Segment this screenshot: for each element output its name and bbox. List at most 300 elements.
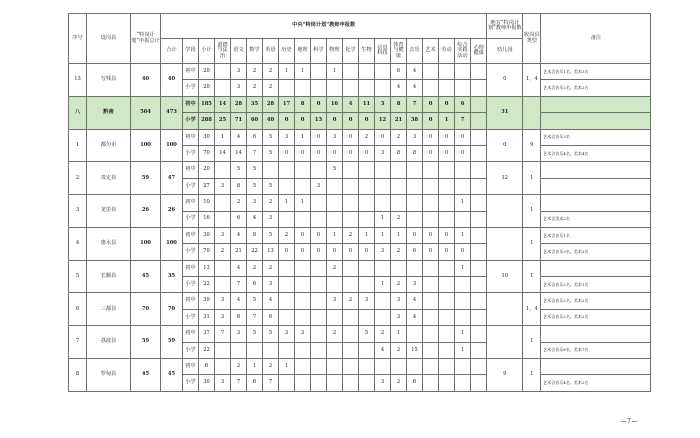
row-subject-count	[359, 64, 375, 80]
header-kindergarten: 幼儿园	[487, 39, 523, 64]
row-stage: 初中	[183, 293, 199, 309]
row-subject-count	[359, 375, 375, 391]
row-subject-count: 1	[455, 342, 471, 358]
row-county: 三都县	[87, 293, 131, 326]
row-subject-count	[375, 195, 391, 211]
row-subtotal: 20	[199, 162, 215, 178]
header-subject: 心理健康	[471, 39, 487, 64]
row-kindergarten: 0	[487, 129, 523, 162]
row-subject-count	[407, 195, 423, 211]
row-subject-count	[311, 211, 327, 227]
row-subject-count	[439, 293, 455, 309]
row-subject-count	[471, 309, 487, 325]
row-subject-count	[471, 80, 487, 96]
row-remark	[541, 195, 651, 211]
row-subject-count	[407, 178, 423, 194]
row-subject-count: 3	[375, 375, 391, 391]
header-subtotal: 小计	[199, 39, 215, 64]
row-subject-count: 0	[327, 113, 343, 129]
row-subject-count: 0	[279, 113, 295, 129]
header-central-title: 中央“特岗计划”教师申报数	[161, 14, 487, 39]
row-county-type	[523, 96, 541, 129]
row-stage: 小学	[183, 375, 199, 391]
row-subtotal: 22	[199, 342, 215, 358]
row-subject-count: 1	[327, 64, 343, 80]
row-subject-count: 0	[439, 129, 455, 145]
row-subject-count	[359, 260, 375, 276]
header-subject: 地理	[295, 39, 311, 64]
row-subject-count	[471, 64, 487, 80]
row-county-type: 1、4	[523, 64, 541, 97]
row-subject-count	[471, 326, 487, 342]
row-subtotal: 16	[199, 211, 215, 227]
row-subject-count	[327, 359, 343, 375]
row-subject-count: 1	[247, 359, 263, 375]
row-subject-count	[471, 96, 487, 112]
row-subject-count	[343, 80, 359, 96]
row-subject-count: 3	[375, 145, 391, 161]
row-subject-count: 1	[295, 64, 311, 80]
row-subject-count: 2	[343, 293, 359, 309]
row-county-type: 1	[523, 326, 541, 359]
row-subject-count: 5	[359, 326, 375, 342]
row-subject-count	[311, 342, 327, 358]
row-subject-count	[471, 129, 487, 145]
row-subject-count: 7	[455, 113, 471, 129]
row-subject-count	[359, 195, 375, 211]
row-kindergarten	[487, 326, 523, 359]
table-row	[69, 162, 651, 178]
row-remark: 艺术含音乐3名	[541, 129, 651, 145]
row-subject-count	[295, 293, 311, 309]
row-subject-count: 0	[359, 113, 375, 129]
row-subject-count: 6	[247, 375, 263, 391]
header-subject: 艺术	[423, 39, 439, 64]
row-remark: 艺术含音乐3名、美术3名	[541, 244, 651, 260]
row-subject-count	[455, 80, 471, 96]
row-subject-count: 3	[391, 293, 407, 309]
row-special-total: 70	[131, 293, 161, 326]
row-special-total: 59	[131, 162, 161, 195]
row-kindergarten	[487, 195, 523, 228]
row-subject-count	[311, 260, 327, 276]
row-subject-count: 2	[247, 260, 263, 276]
row-subject-count	[343, 277, 359, 293]
row-subject-count: 1	[455, 227, 471, 243]
row-subject-count: 7	[231, 375, 247, 391]
row-remark: 艺术含音乐2名、美术2名	[541, 80, 651, 96]
row-subject-count: 13	[263, 244, 279, 260]
row-subject-count: 3	[327, 293, 343, 309]
row-subject-count: 15	[407, 342, 423, 358]
row-remark: 艺术含音乐2名、美术1名	[541, 277, 651, 293]
row-subtotal: 39	[199, 293, 215, 309]
row-subject-count: 2	[391, 244, 407, 260]
row-subject-count: 3	[263, 211, 279, 227]
row-subject-count: 4	[247, 211, 263, 227]
row-special-total: 504	[131, 96, 161, 129]
row-subject-count	[327, 178, 343, 194]
row-subject-count: 6	[263, 309, 279, 325]
row-subject-count	[215, 359, 231, 375]
row-subject-count: 4	[231, 260, 247, 276]
row-subject-count	[439, 178, 455, 194]
row-county-type: 1	[523, 260, 541, 293]
page-number: —7—	[620, 418, 638, 425]
row-subject-count: 3	[215, 309, 231, 325]
row-subject-count	[375, 309, 391, 325]
header-subject: 综合实践活动	[455, 39, 471, 64]
row-subject-count: 2	[391, 342, 407, 358]
row-subject-count: 1	[279, 359, 295, 375]
header-special-total: “特岗计划”申报总计	[131, 14, 161, 64]
row-seq: 13	[69, 64, 87, 97]
row-subject-count: 3	[295, 326, 311, 342]
row-subject-count	[311, 326, 327, 342]
row-total: 473	[161, 96, 183, 129]
row-stage: 初中	[183, 195, 199, 211]
row-subject-count: 14	[215, 145, 231, 161]
header-subject: 数学	[247, 39, 263, 64]
header-school: 学段	[183, 39, 199, 64]
row-subject-count: 3	[231, 326, 247, 342]
row-subject-count: 0	[311, 96, 327, 112]
row-subject-count	[295, 359, 311, 375]
row-stage: 初中	[183, 326, 199, 342]
row-subject-count: 12	[375, 113, 391, 129]
row-remark	[541, 326, 651, 342]
row-subject-count: 0	[455, 129, 471, 145]
row-subject-count: 0	[423, 129, 439, 145]
row-subject-count	[279, 293, 295, 309]
row-subject-count: 4	[231, 293, 247, 309]
row-subject-count: 0	[455, 145, 471, 161]
row-subject-count	[279, 162, 295, 178]
row-subject-count	[279, 342, 295, 358]
row-remark	[541, 113, 651, 129]
row-subject-count: 1	[455, 195, 471, 211]
row-subject-count: 4	[231, 129, 247, 145]
row-subtotal: 30	[199, 129, 215, 145]
header-subject: 信息科技	[375, 39, 391, 64]
row-subject-count	[311, 309, 327, 325]
row-subject-count	[375, 64, 391, 80]
row-subject-count: 21	[391, 113, 407, 129]
row-subject-count	[279, 277, 295, 293]
row-subject-count	[423, 195, 439, 211]
row-stage: 小学	[183, 211, 199, 227]
row-subject-count	[359, 342, 375, 358]
table-row	[69, 326, 651, 342]
row-subject-count	[407, 211, 423, 227]
row-subject-count	[455, 277, 471, 293]
row-subject-count	[455, 211, 471, 227]
row-subject-count	[327, 342, 343, 358]
row-subject-count: 13	[311, 113, 327, 129]
row-subject-count: 1	[215, 129, 231, 145]
row-subject-count: 0	[423, 227, 439, 243]
row-subject-count	[295, 309, 311, 325]
row-remark: 艺术含美术2名	[541, 211, 651, 227]
row-subject-count: 3	[231, 80, 247, 96]
row-kindergarten: 0	[487, 64, 523, 97]
row-subject-count	[455, 162, 471, 178]
row-stage: 小学	[183, 145, 199, 161]
row-subject-count: 22	[247, 244, 263, 260]
row-stage: 初中	[183, 129, 199, 145]
row-subtotal: 10	[199, 195, 215, 211]
row-subject-count	[407, 162, 423, 178]
row-subject-count: 2	[263, 195, 279, 211]
row-subject-count: 16	[327, 96, 343, 112]
row-subject-count	[423, 326, 439, 342]
table-row	[69, 129, 651, 145]
row-subject-count	[311, 64, 327, 80]
row-subject-count: 25	[215, 113, 231, 129]
row-total: 26	[161, 195, 183, 228]
row-subtotal: 37	[199, 326, 215, 342]
row-subject-count	[375, 359, 391, 375]
row-subject-count: 2	[327, 326, 343, 342]
row-subject-count	[215, 342, 231, 358]
row-subject-count: 4	[391, 80, 407, 96]
row-subject-count: 6	[231, 211, 247, 227]
row-kindergarten: 31	[487, 96, 523, 129]
row-subtotal: 13	[199, 260, 215, 276]
row-subject-count	[439, 375, 455, 391]
row-subject-count	[471, 293, 487, 309]
row-seq: 4	[69, 227, 87, 260]
row-total: 100	[161, 129, 183, 162]
row-subtotal: 27	[199, 178, 215, 194]
row-subject-count	[295, 162, 311, 178]
table-row	[69, 359, 651, 375]
row-subject-count	[359, 359, 375, 375]
row-subject-count: 7	[263, 375, 279, 391]
header-subject: 物理	[327, 39, 343, 64]
row-subject-count: 17	[279, 96, 295, 112]
row-stage: 小学	[183, 113, 199, 129]
row-subject-count: 0	[295, 227, 311, 243]
row-subject-count: 0	[439, 244, 455, 260]
row-subject-count	[295, 260, 311, 276]
row-special-total: 100	[131, 129, 161, 162]
row-subject-count	[439, 260, 455, 276]
row-subject-count	[439, 80, 455, 96]
row-subject-count: 4	[263, 293, 279, 309]
row-subject-count: 0	[343, 113, 359, 129]
row-subject-count	[439, 359, 455, 375]
row-subject-count: 0	[327, 244, 343, 260]
row-subject-count	[295, 211, 311, 227]
row-stage: 小学	[183, 277, 199, 293]
header-county: 设岗县	[87, 14, 131, 64]
row-subject-count: 5	[263, 129, 279, 145]
row-subject-count: 8	[231, 178, 247, 194]
row-subject-count: 2	[279, 227, 295, 243]
row-subject-count	[279, 80, 295, 96]
row-subject-count: 5	[327, 162, 343, 178]
row-subject-count	[359, 80, 375, 96]
row-seq: 3	[69, 195, 87, 228]
row-total: 35	[161, 260, 183, 293]
row-subject-count: 0	[343, 129, 359, 145]
row-subject-count: 8	[231, 309, 247, 325]
header-row-1	[69, 14, 651, 39]
row-subject-count	[343, 342, 359, 358]
row-subject-count: 0	[407, 227, 423, 243]
row-subject-count	[439, 277, 455, 293]
row-stage: 小学	[183, 244, 199, 260]
row-subject-count	[295, 277, 311, 293]
row-county-type: 9	[523, 129, 541, 162]
row-stage: 小学	[183, 80, 199, 96]
row-subject-count: 6	[455, 96, 471, 112]
row-subject-count: 0	[295, 145, 311, 161]
row-subject-count: 4	[343, 96, 359, 112]
row-subject-count	[343, 178, 359, 194]
row-subject-count: 3	[311, 178, 327, 194]
row-subject-count	[215, 260, 231, 276]
row-total: 59	[161, 326, 183, 359]
row-special-total: 26	[131, 195, 161, 228]
row-subject-count: 2	[263, 80, 279, 96]
row-subject-count: 28	[231, 96, 247, 112]
row-subject-count: 3	[247, 195, 263, 211]
row-subject-count: 40	[263, 113, 279, 129]
row-total: 47	[161, 162, 183, 195]
header-county-type: 收岗县类型	[523, 14, 541, 64]
row-subject-count: 21	[231, 244, 247, 260]
row-subject-count: 1	[327, 227, 343, 243]
row-subject-count	[327, 277, 343, 293]
row-special-total: 59	[131, 326, 161, 359]
row-subject-count: 1	[375, 211, 391, 227]
row-subject-count	[327, 195, 343, 211]
header-seq: 序号	[69, 14, 87, 64]
row-subject-count: 38	[407, 113, 423, 129]
row-subtotal: 22	[199, 277, 215, 293]
row-subject-count: 1	[455, 326, 471, 342]
row-subject-count	[375, 80, 391, 96]
row-subject-count: 7	[215, 326, 231, 342]
row-stage: 初中	[183, 96, 199, 112]
row-special-total: 45	[131, 260, 161, 293]
row-kindergarten: 10	[487, 260, 523, 293]
row-subject-count	[375, 260, 391, 276]
row-subject-count: 0	[311, 145, 327, 161]
row-subject-count: 3	[327, 129, 343, 145]
row-total: 100	[161, 227, 183, 260]
row-subject-count: 7	[247, 145, 263, 161]
row-seq: 2	[69, 162, 87, 195]
row-subject-count	[471, 211, 487, 227]
row-subject-count	[471, 178, 487, 194]
row-subject-count	[455, 359, 471, 375]
row-subject-count	[359, 211, 375, 227]
header-subject: 语文	[231, 39, 247, 64]
row-subject-count: 2	[343, 227, 359, 243]
row-stage: 小学	[183, 309, 199, 325]
row-subject-count: 0	[423, 145, 439, 161]
row-subject-count: 3	[215, 178, 231, 194]
row-subject-count	[279, 211, 295, 227]
row-subject-count: 6	[247, 277, 263, 293]
row-subject-count	[439, 211, 455, 227]
row-subject-count: 5	[247, 293, 263, 309]
row-subject-count: 0	[295, 244, 311, 260]
header-subject: 体育与健康	[391, 39, 407, 64]
row-stage: 初中	[183, 359, 199, 375]
row-seq: 7	[69, 326, 87, 359]
row-subject-count: 2	[391, 211, 407, 227]
row-subject-count	[471, 260, 487, 276]
row-subject-count: 0	[343, 244, 359, 260]
row-subject-count	[455, 375, 471, 391]
row-subject-count	[343, 260, 359, 276]
row-subject-count	[343, 64, 359, 80]
row-subject-count: 0	[311, 227, 327, 243]
row-subject-count	[471, 244, 487, 260]
row-subject-count	[215, 277, 231, 293]
row-subject-count	[359, 277, 375, 293]
row-subject-count: 0	[295, 113, 311, 129]
row-subject-count: 5	[263, 178, 279, 194]
row-subject-count	[295, 375, 311, 391]
row-subject-count	[343, 162, 359, 178]
row-remark: 艺术含音乐2名、美术2名	[541, 293, 651, 309]
row-subject-count	[279, 178, 295, 194]
row-county: 荔波县	[87, 326, 131, 359]
row-subtotal: 30	[199, 227, 215, 243]
row-subject-count	[311, 195, 327, 211]
row-remark	[541, 178, 651, 194]
row-subject-count: 7	[407, 96, 423, 112]
row-subject-count	[407, 359, 423, 375]
row-subject-count: 0	[423, 244, 439, 260]
row-subject-count	[343, 359, 359, 375]
row-subject-count: 3	[279, 129, 295, 145]
row-subject-count: 5	[231, 162, 247, 178]
row-subject-count	[439, 162, 455, 178]
row-subject-count	[439, 342, 455, 358]
row-subject-count	[311, 293, 327, 309]
row-subject-count	[231, 342, 247, 358]
row-subject-count	[279, 375, 295, 391]
row-subtotal: 288	[199, 113, 215, 129]
row-subject-count: 1	[279, 64, 295, 80]
row-subject-count	[247, 342, 263, 358]
header-subject: 音乐	[407, 39, 423, 64]
row-subject-count	[471, 227, 487, 243]
row-subject-count: 2	[247, 64, 263, 80]
row-subject-count	[311, 375, 327, 391]
row-subject-count: 6	[407, 244, 423, 260]
row-subject-count	[471, 277, 487, 293]
row-subject-count	[455, 64, 471, 80]
row-special-total: 40	[131, 64, 161, 97]
row-subject-count: 8	[391, 96, 407, 112]
row-subject-count	[471, 359, 487, 375]
row-subject-count	[471, 145, 487, 161]
row-subject-count	[359, 178, 375, 194]
row-kindergarten	[487, 227, 523, 260]
row-subject-count: 0	[439, 227, 455, 243]
row-subject-count: 28	[263, 96, 279, 112]
row-subject-count: 2	[231, 195, 247, 211]
row-subject-count	[279, 309, 295, 325]
row-total: 40	[161, 64, 183, 97]
